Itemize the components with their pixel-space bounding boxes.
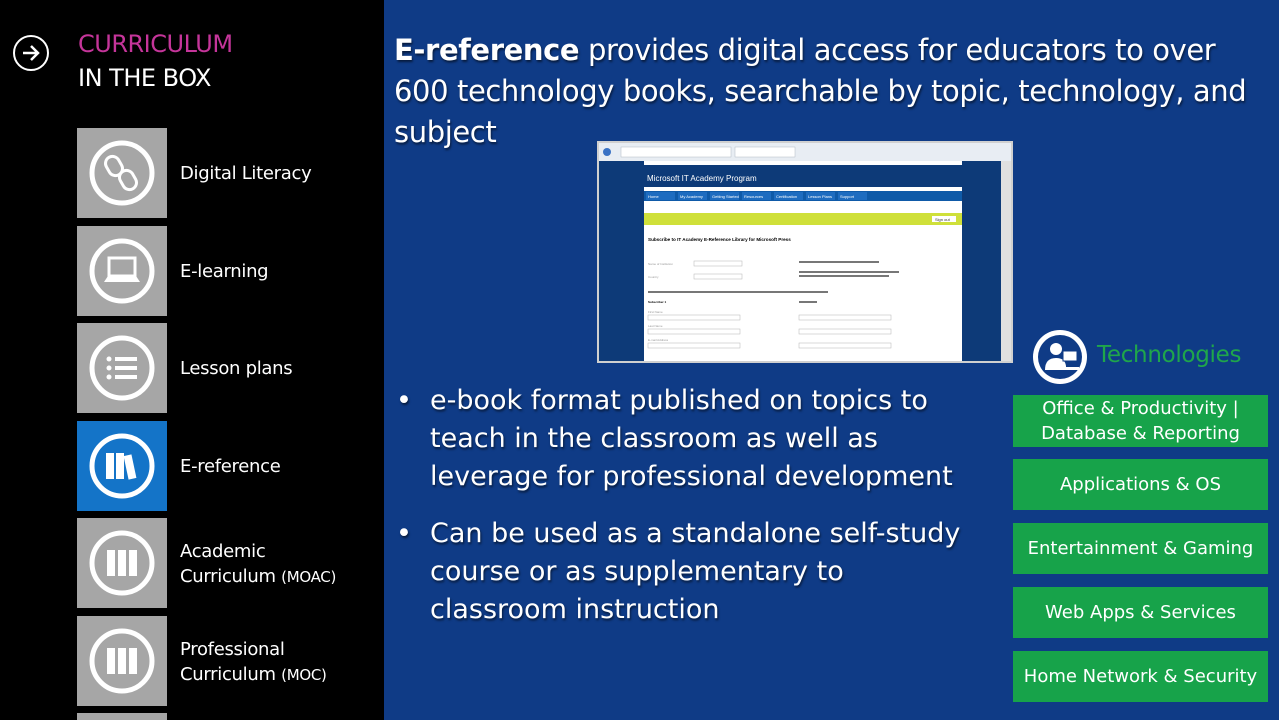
sidebar-item-e-reference[interactable] (77, 421, 377, 511)
sidebar-item-label: E-reference (180, 456, 281, 477)
screenshot-nav-label: Resources (744, 194, 764, 199)
screenshot-nav-label: Certification (776, 194, 798, 199)
bullet-icon: • (396, 518, 412, 549)
books-icon (77, 518, 167, 608)
screenshot-nav-label: Support (840, 194, 855, 199)
svg-text:Last Name: Last Name (648, 324, 663, 328)
list-icon (77, 323, 167, 413)
tech-button-home-network-security[interactable]: Home Network & Security (1013, 651, 1268, 702)
sidebar-item-academic-curriculum[interactable] (77, 518, 377, 608)
screenshot-nav-label: Getting Started (712, 194, 739, 199)
section-heading-line1: CURRICULUM (78, 30, 233, 58)
bullet-list (394, 382, 964, 648)
sidebar-item-label: Academic Curriculum (MOAC) (180, 541, 337, 587)
sidebar-item-label: Digital Literacy (180, 163, 312, 184)
svg-text:Country: Country (648, 275, 659, 279)
tech-button-web-apps-services[interactable]: Web Apps & Services (1013, 587, 1268, 638)
section-heading-line2: IN THE BOX (78, 64, 211, 92)
sidebar-item-lesson-plans[interactable] (77, 323, 377, 413)
books-icon (77, 421, 167, 511)
sidebar-item-e-learning[interactable] (77, 226, 377, 316)
tech-button-entertainment-gaming[interactable]: Entertainment & Gaming (1013, 523, 1268, 574)
list-item: • e-book format published on topics to teach in the classroom as well as leverage for professional development (394, 382, 964, 496)
svg-text:First Name: First Name (648, 310, 663, 314)
list-item: • Can be used as a standalone self-study course or as supplementary to classroom instruction (394, 515, 964, 629)
laptop-icon (77, 226, 167, 316)
svg-text:Name of Institution: Name of Institution (648, 262, 674, 266)
tech-button-office-productivity[interactable]: Office & Productivity | Database & Reporting (1013, 395, 1268, 447)
tech-button-applications-os[interactable]: Applications & OS (1013, 459, 1268, 510)
form-heading: Subscribe to IT Academy E-Reference Library for Microsoft Press (648, 237, 791, 242)
website-screenshot (597, 141, 1013, 363)
sidebar-item-partial[interactable] (77, 713, 167, 720)
page-title: E-reference provides digital access for educators to over 600 technology books, searchable by topic, technology, and subject (394, 33, 1247, 149)
sidebar-item-label: Professional Curriculum (MOC) (180, 639, 327, 685)
sidebar-item-digital-literacy[interactable] (77, 128, 377, 218)
screenshot-nav-label: My Academy (680, 194, 703, 199)
sidebar-item-label: Lesson plans (180, 358, 293, 379)
technologies-label: Technologies (1097, 342, 1242, 368)
back-arrow-icon[interactable] (13, 35, 49, 71)
bullet-icon: • (396, 385, 412, 416)
mouse-icon (77, 128, 167, 218)
person-computer-icon (1033, 330, 1087, 384)
screenshot-nav-label: Lesson Plans (808, 194, 833, 199)
site-title: Microsoft IT Academy Program (647, 174, 757, 183)
books-icon (77, 616, 167, 706)
screenshot-nav-label: Home (648, 194, 659, 199)
sidebar-item-label: E-learning (180, 261, 269, 282)
sign-out-button: Sign out (935, 217, 950, 222)
sidebar (0, 0, 384, 720)
svg-text:Subscriber 1: Subscriber 1 (648, 300, 667, 304)
sidebar-item-professional-curriculum[interactable] (77, 616, 377, 706)
svg-text:E-mail Address: E-mail Address (648, 338, 669, 342)
